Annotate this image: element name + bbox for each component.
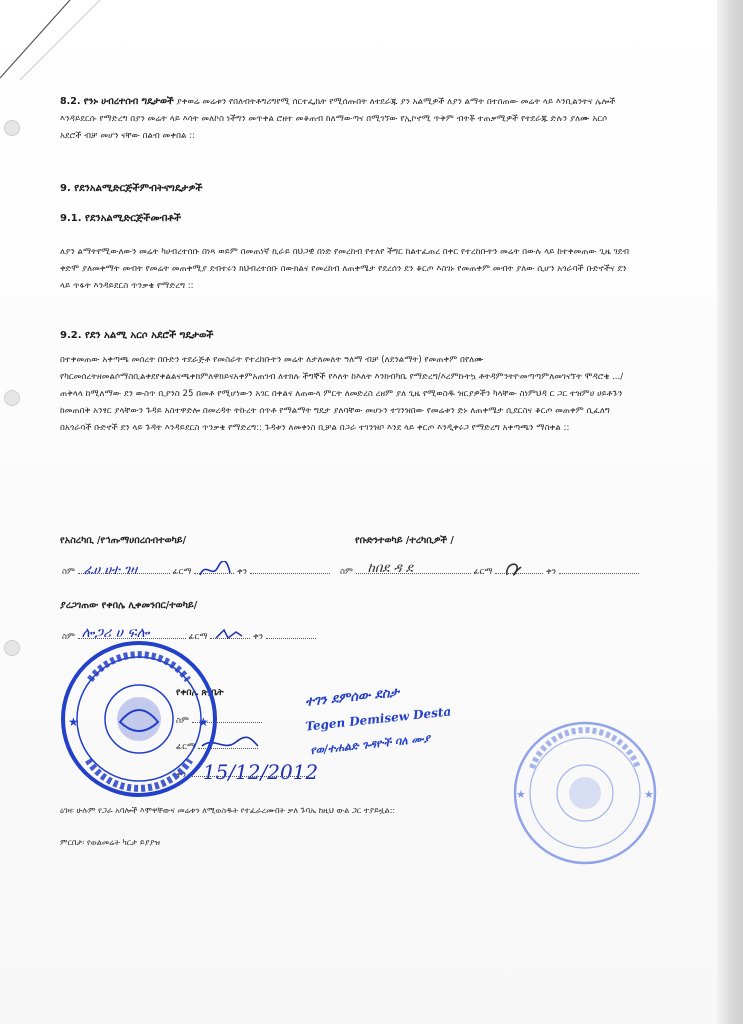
section-9-2-heading: 9.2. የደን አልሚ አርሶ አደሮች ግዴታወች: [60, 330, 214, 341]
section-8-2-body: ያቀወሬ መሬቱን የበለብትቶግሪግየሚ ሰርተፌኬት የሚሰጡበት ለተደራጁ ያን አልሚዎች ለያን ልማት በተሰጠው መሬት ላይ እንቢልንትና ሌሎች እንዳይደርሱ የማድረግ በያን መሬት ላይ እሳት መለኮስ ነችግን መጥቀል ሮዘተ መቆጠብ ከለማውጣና በሚገኘው የኢኮኖሚ ጥቅም ብትቾ ተጠቃሚዎች የተደራጁ ድሉን ያለሙ አርሶ አደሮች ብቻ መሆን ናቸው በልብ መቀበል ::: [60, 97, 616, 141]
date-label: ቀን: [545, 567, 557, 577]
svg-text:★: ★: [198, 715, 209, 729]
kebele-office-label: የቀበሌ ጽ/ቤት: [176, 688, 224, 698]
name-label: ስም: [62, 632, 75, 642]
section-8-2-heading: 8.2. የንኑ ሀብረተሰብ ግዴታወች: [60, 96, 174, 107]
sign-label: ፊርማ: [172, 567, 192, 577]
officer-title-stamp: የወ/ተሐልድ ጉዳዮች ባለ ሙያ: [309, 731, 431, 758]
officer-name-stamp-amharic: ተገን ደምሰው ደስታ: [304, 685, 400, 710]
punch-hole: [4, 640, 20, 656]
section-8-2: [60, 93, 630, 145]
right-name-handwriting: ከበደ ዳ ደ: [367, 561, 413, 576]
left-name-handwriting: ፈሀ ሀተ ገዛ: [83, 563, 138, 578]
approver-signature-scribble: [214, 628, 244, 642]
right-signature-scribble: [503, 559, 525, 579]
corner-fold-mark: [0, 0, 120, 80]
sign-label: ፊርማ: [188, 632, 208, 642]
kebele-round-stamp: [60, 640, 218, 798]
right-signature-line: [340, 561, 639, 577]
sign-label: ፊርማ: [176, 742, 196, 752]
svg-text:★: ★: [516, 788, 526, 801]
date-handwriting: 15/12/2012: [202, 760, 319, 784]
name-label: ስም: [62, 567, 75, 577]
scan-right-edge: [717, 0, 743, 1024]
svg-text:★: ★: [644, 788, 654, 801]
section-9-2-body: በተቀመጠው አቀጣጫ መሰረት በቡድን ተደራጅቶ የመስራት የተረከቡትን መሬት ለታለመለት ዓለማ ብቻ (ለደንልማት) የመጠቀም በየለሙ የካርመሰረትዘመልሶማስቢልቀደየቀልልናጫቀክምለዋክይናአቀምአጠገብ ለተክሉ ችግኞች የእለት ከእለት እንክብካቤ የማድረግ/እረምኩትኳ ቶትዳምንትዮመጣጣምለመገናኘት ሞዳሮቄ .../ጠቅላላ ከሚለማው ደን ውስጥ ቢያንስ 25 በመቶ የሚሆነውን አገር በቀልና ለጠውላ ምርት ለመድረስ ረዘም ያለ ጊዜ የሚወስዱ ዝርያዎችን ካላቸው ስነምህዳ ር ጋር ተዝምሀ ሀይቶጉን ከመጠበቅ አንፃር ያላቸውን ጉዳይ አስተዋድሎ በመረዳት ትኩረት ሰጥቶ የማልማት ግዴታ ያለባቸው መሆኑን ተገንዝበው የመሬቱን ድኑ ለጠቀሜታ ሲደርስና ቆርጦ መጠቀም ሲፈለግ በአጎራባች ቡድኖች ደን ላይ ጉዳት እንዳይደርስ ጥንቃቄ የማድረግ:: ጉዳቱን ለመቀነስ ቢቻል በጋራ ተገንዝቦ እንደ ላይ ቀርጦ እንዲቀሩጋ የማድረግ አቀጣጫን ማስቀል ::: [60, 355, 624, 433]
date-label: ቀን: [176, 770, 187, 780]
group-rep-label: የቡድንተወካይ /ተረካቢዎች /: [355, 535, 454, 546]
left-signature-scribble: [198, 561, 232, 579]
approver-name-handwriting: ሎጋሪ ሀ ፍሎ: [81, 625, 150, 641]
kebele-chair-label: ያረጋገጠው የቀበሌ ሊቀመንበር/ተወካይ/: [60, 600, 198, 611]
left-signature-line: [62, 563, 330, 578]
section-9-heading: 9. የደንአልሚድርጅችምብትናግዴታዎች: [60, 183, 203, 194]
sign-label: ፊርማ: [473, 567, 493, 577]
punch-hole: [4, 120, 20, 136]
date-label: ቀን: [236, 567, 248, 577]
date-label: ቀን: [252, 632, 264, 642]
svg-text:★: ★: [68, 715, 79, 729]
map-note: ምርበታ፡ የወልመሬት ካርታ ይያያዝ: [60, 838, 161, 847]
section-9-1-heading: 9.1. የደንአልሚድርጅችመብቶች: [60, 213, 182, 224]
attachment-note: ዕገዛ፡ ሁሉም የጋራ አባሎች እሞዋቸውና መሬቱን ለሚወስዱት የተፈራረሙበት ቃለ ጉባኤ ከዚህ ውል ጋር ተያይዟል::: [60, 806, 396, 815]
name-label: ስም: [176, 716, 189, 726]
punch-hole: [4, 390, 20, 406]
section-9-1-body: ለያን ልማትየሚውለውን መሬት ካሀብረተሰቡ በነጻ ወይም በመጠነኛ ኪራይ በህጋዊ በነድ የመረከብ የተለየ ችግር ከልተፈጠረ በቀር የተረከቡትን መሬት በውሉ ላይ ከተቀመጠው ጊዜ ገደብ ቀድሞ ያለመቀማት መብት የመሬት መጠቀሚያ ደብተሩን ክህብረተሰቡ በውክልና የመረከብ ለጠቀሜታ የደረሰን ደን ቆርጦ እስገኑ የመጠቀም መብት ያለው ሲሆን አጎራባች ቡድኖችና ደን ላይ ጥፋት እንዳይደርስ ጥንቃቄ የማድረግ ::: [60, 247, 630, 291]
handover-rep-label: የአስረካቢ /የኅጡማሀበረሰብተወካይ/: [60, 535, 187, 546]
officer-name-stamp-latin: Tegen Demisew Desta: [304, 704, 452, 734]
name-label: ስም: [340, 567, 353, 577]
